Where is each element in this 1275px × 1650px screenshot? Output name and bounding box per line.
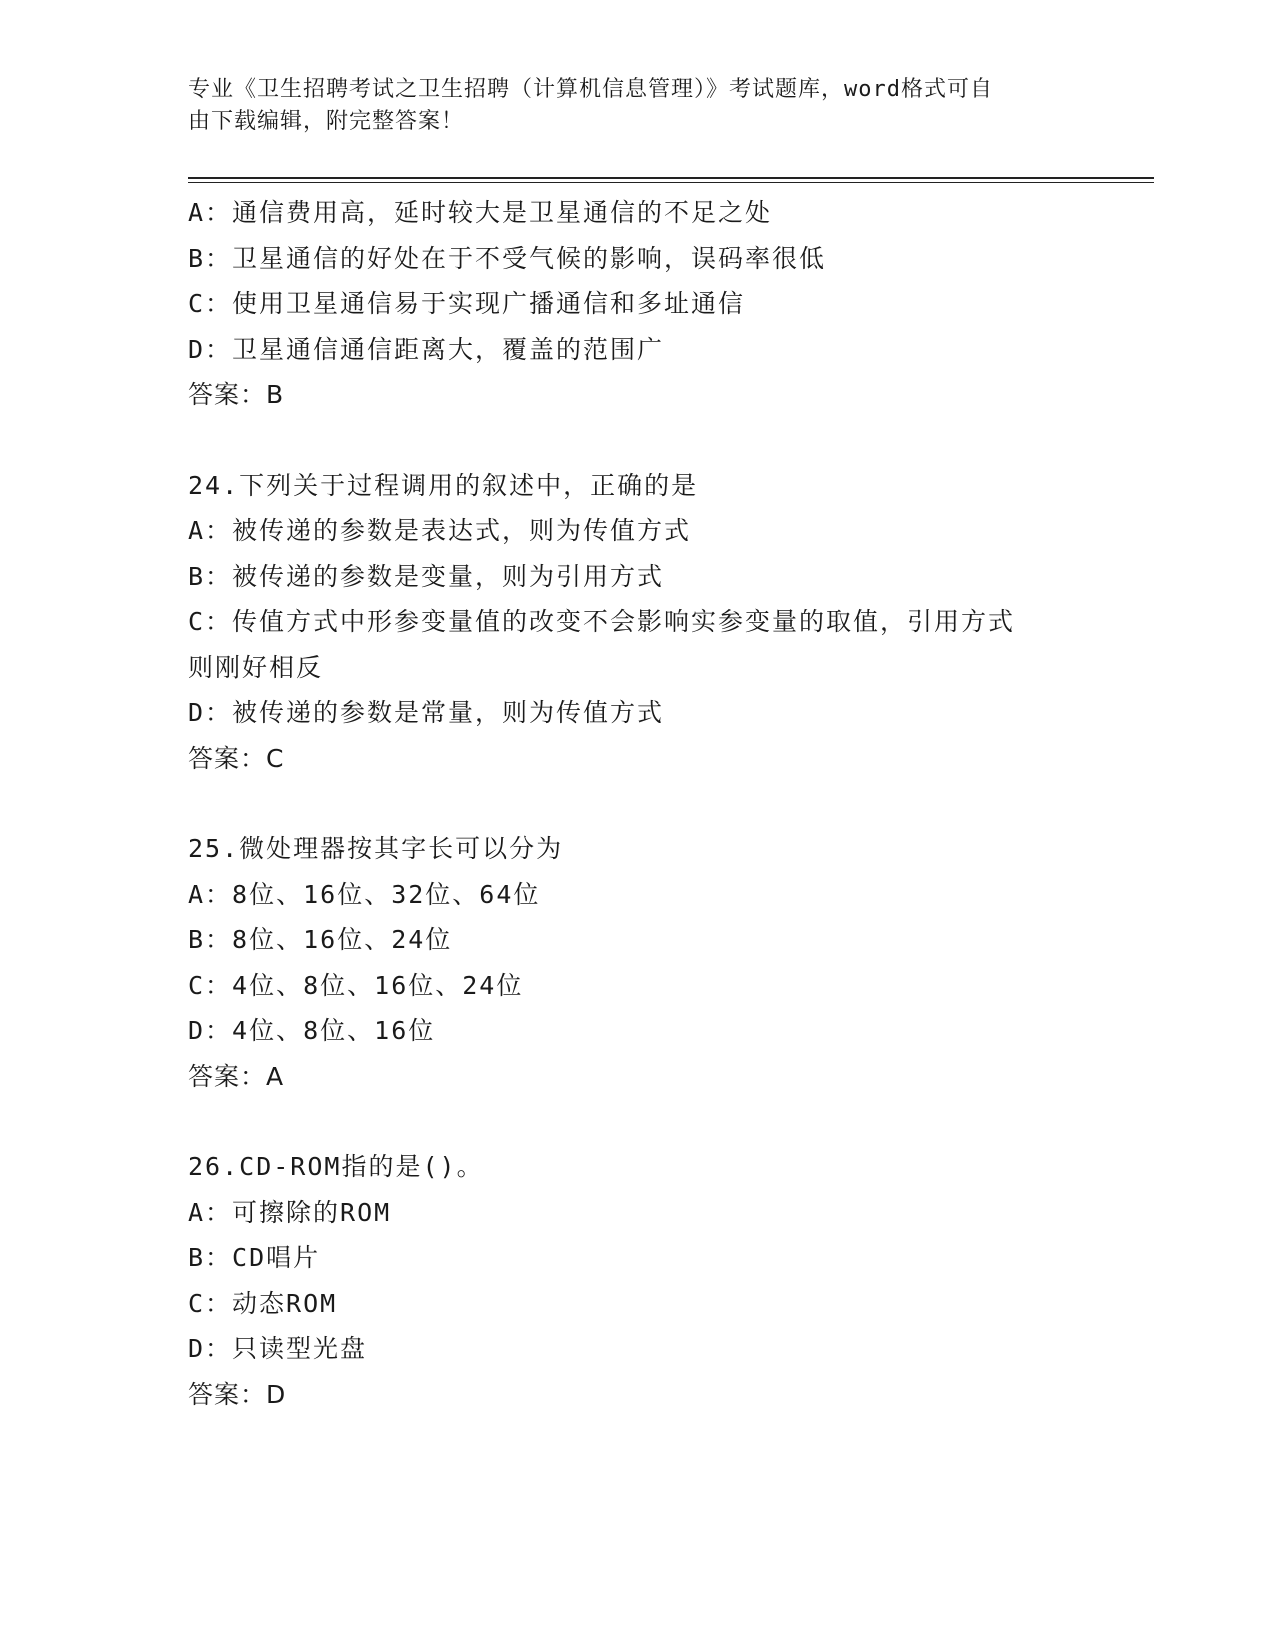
option-b: B：8位、16位、24位 [188,925,453,954]
question-24 [188,463,1088,782]
option-b: B：CD唱片 [188,1243,321,1272]
option-c: C：传值方式中形参变量值的改变不会影响实参变量的取值，引用方式 [188,607,1016,636]
option-c: C：使用卫星通信易于实现广播通信和多址通信 [188,289,746,318]
option-a: A：8位、16位、32位、64位 [188,879,541,909]
answer-line: 答案：C [188,743,285,773]
question-title: 24.下列关于过程调用的叙述中，正确的是 [188,470,699,500]
header-divider-thick [188,177,1154,179]
option-d: D：卫星通信通信距离大，覆盖的范围广 [188,334,665,364]
question-25 [188,826,1088,1099]
option-b: B：卫星通信的好处在于不受气候的影响，误码率很低 [188,243,827,273]
answer-line: 答案：D [188,1379,287,1409]
question-title: 26.CD-ROM指的是()。 [188,1152,484,1181]
header-line-2: 由下载编辑，附完整答案！ [188,109,465,134]
option-d: D：4位、8位、16位 [188,1016,436,1045]
option-d: D：只读型光盘 [188,1334,368,1363]
answer-line: 答案：B [188,380,285,409]
option-d: D：被传递的参数是常量，则为传值方式 [188,698,665,727]
option-c: C：4位、8位、16位、24位 [188,970,524,1000]
answer-line: 答案：A [188,1061,285,1091]
option-a: A：通信费用高，延时较大是卫星通信的不足之处 [188,198,773,227]
option-a: A：可擦除的ROM [188,1197,392,1227]
question-list [188,190,1088,1417]
option-b: B：被传递的参数是变量，则为引用方式 [188,561,665,591]
option-c: C：动态ROM [188,1288,338,1318]
header-divider-thin [188,182,1154,183]
question-23 [188,190,1088,418]
option-a: A：被传递的参数是表达式，则为传值方式 [188,516,692,545]
option-c-continued: 则刚好相反 [188,652,324,682]
question-26 [188,1144,1088,1417]
header-line-1: 专业《卫生招聘考试之卫生招聘（计算机信息管理）》考试题库，word格式可自 [188,77,993,102]
document-header [188,74,1068,138]
question-title: 25.微处理器按其字长可以分为 [188,834,564,863]
